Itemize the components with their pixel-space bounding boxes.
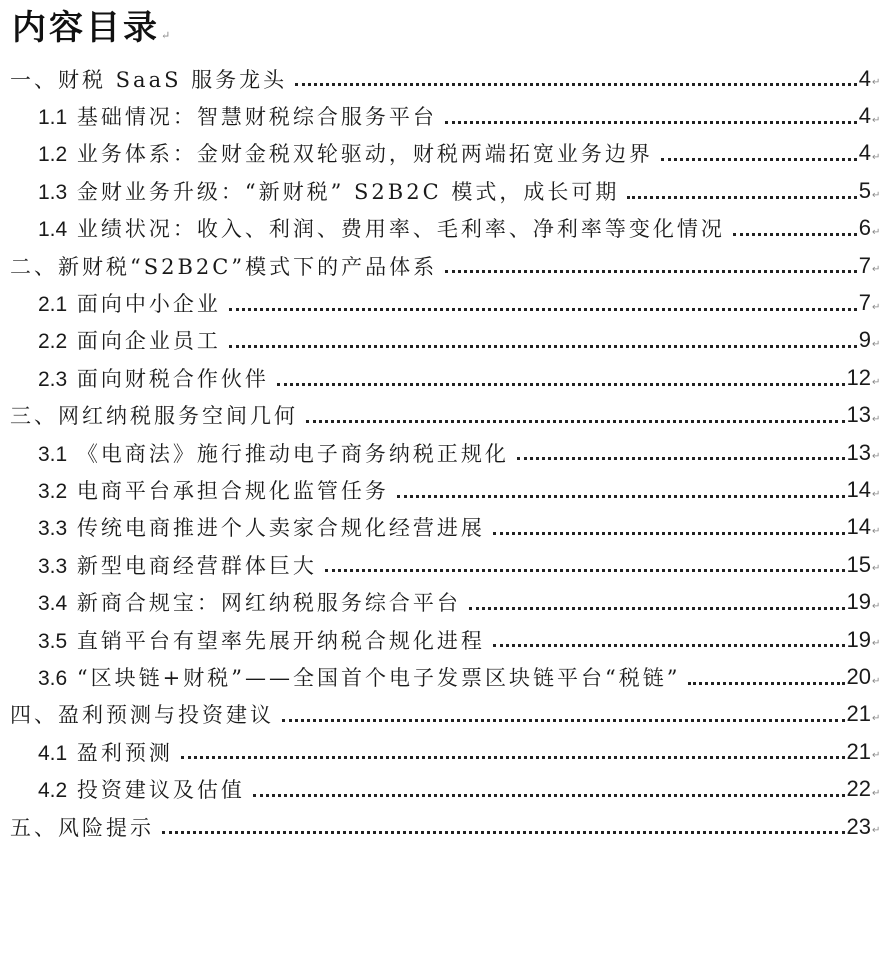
- paragraph-mark-icon: ↵: [872, 226, 881, 238]
- dot-leader: [277, 382, 845, 386]
- toc-title: [12, 6, 170, 58]
- toc-entry-prefix: 4.1: [38, 741, 68, 765]
- toc-entry-prefix: 二、: [10, 254, 58, 279]
- toc-entry-page: 9: [858, 327, 871, 353]
- paragraph-mark-icon: ↵: [872, 825, 881, 837]
- toc-entry-1-4[interactable]: [0, 210, 894, 247]
- dot-leader: [181, 755, 845, 759]
- toc-entry-page: 15: [846, 551, 871, 577]
- dot-leader: [688, 681, 844, 685]
- toc-entry-4-2[interactable]: [0, 770, 894, 807]
- toc-entry-3[interactable]: [0, 397, 894, 434]
- dot-leader: [397, 494, 845, 498]
- toc-entry-prefix: 四、: [10, 703, 58, 728]
- toc-entry-page: 12: [846, 364, 871, 390]
- paragraph-mark-icon: ↵: [872, 152, 881, 164]
- dot-leader: [306, 419, 845, 423]
- toc-entry-prefix: 3.1: [38, 442, 68, 466]
- toc-entry-2-3[interactable]: [0, 359, 894, 396]
- toc-entry-page: 7: [858, 290, 871, 316]
- toc-entry-page: 13: [846, 402, 871, 428]
- toc-entry-page: 14: [846, 514, 871, 540]
- toc-entry-prefix: 1.2: [38, 143, 68, 167]
- dot-leader: [493, 531, 845, 535]
- dot-leader: [661, 157, 857, 161]
- toc-entry-text: “区块链+财税”——全国首个电子发票区块链平台“税链”: [76, 665, 681, 690]
- paragraph-mark-icon: ↵: [872, 563, 881, 575]
- toc-entry-2-1[interactable]: [0, 284, 894, 321]
- toc-entry-text: 直销平台有望率先展开纳税合规化进程: [76, 628, 485, 653]
- toc-entry-text: 网红纳税服务空间几何: [58, 404, 298, 429]
- paragraph-mark-icon: ↵: [872, 339, 881, 351]
- toc-entry-prefix: 2.1: [38, 293, 68, 317]
- toc-entry-text: 盈利预测: [76, 740, 173, 765]
- toc-entry-prefix: 3.6: [38, 666, 68, 690]
- toc-entry-text: 风险提示: [58, 815, 154, 840]
- toc-entry-text: 传统电商推进个人卖家合规化经营进展: [76, 516, 485, 541]
- toc-entry-page: 22: [846, 776, 871, 802]
- toc-entry-3-3a[interactable]: [0, 509, 894, 546]
- toc-entry-text: 业务体系：金财金税双轮驱动，财税两端拓宽业务边界: [76, 142, 653, 167]
- paragraph-mark-icon: ↵: [161, 29, 171, 42]
- toc-entry-3-3b[interactable]: [0, 546, 894, 583]
- toc-entry-page: 21: [846, 701, 871, 727]
- paragraph-mark-icon: ↵: [872, 451, 881, 463]
- toc-entry-prefix: 2.2: [38, 330, 68, 354]
- toc-entry-prefix: 3.3: [38, 517, 68, 541]
- toc-entry-1-1[interactable]: [0, 97, 894, 134]
- toc-entry-4[interactable]: [0, 696, 894, 733]
- toc-entry-text: 面向财税合作伙伴: [76, 366, 269, 391]
- dot-leader: [162, 830, 845, 834]
- dot-leader: [253, 793, 845, 797]
- toc-entry-page: 14: [846, 476, 871, 502]
- paragraph-mark-icon: ↵: [872, 114, 881, 126]
- paragraph-mark-icon: ↵: [872, 600, 881, 612]
- toc-entry-1[interactable]: [0, 60, 894, 97]
- toc-entry-text: 盈利预测与投资建议: [58, 703, 274, 728]
- toc-entry-text: 新财税“S2B2C”模式下的产品体系: [58, 254, 438, 279]
- toc-entry-3-4[interactable]: [0, 583, 894, 620]
- toc-entry-text: 投资建议及估值: [76, 778, 245, 803]
- paragraph-mark-icon: ↵: [872, 301, 881, 313]
- toc-entry-text: 《电商法》施行推动电子商务纳税正规化: [76, 441, 509, 466]
- toc-entry-prefix: 3.3: [38, 554, 68, 578]
- dot-leader: [325, 568, 845, 572]
- dot-leader: [282, 718, 845, 722]
- toc-entry-prefix: 1.1: [38, 106, 68, 130]
- paragraph-mark-icon: ↵: [872, 77, 881, 89]
- toc-entry-prefix: 五、: [10, 815, 58, 840]
- toc-entry-text: 业绩状况：收入、利润、费用率、毛利率、净利率等变化情况: [76, 217, 725, 242]
- toc-entry-4-1[interactable]: [0, 733, 894, 770]
- dot-leader: [627, 195, 856, 199]
- toc-entry-prefix: 1.3: [38, 180, 68, 204]
- table-of-contents: [0, 60, 894, 845]
- toc-entry-5[interactable]: [0, 808, 894, 845]
- paragraph-mark-icon: ↵: [872, 787, 881, 799]
- toc-entry-3-1[interactable]: [0, 434, 894, 471]
- toc-title-text: 内容目录: [12, 8, 160, 48]
- toc-entry-prefix: 1.4: [38, 218, 68, 242]
- toc-entry-text: 财税 SaaS 服务龙头: [58, 67, 288, 92]
- dot-leader: [295, 82, 857, 86]
- toc-entry-prefix: 一、: [10, 67, 58, 92]
- toc-entry-page: 4: [858, 140, 871, 166]
- paragraph-mark-icon: ↵: [872, 376, 881, 388]
- toc-entry-page: 4: [858, 65, 871, 91]
- dot-leader: [733, 232, 857, 236]
- toc-entry-text: 新型电商经营群体巨大: [76, 553, 317, 578]
- toc-entry-page: 4: [858, 103, 871, 129]
- toc-entry-3-6[interactable]: [0, 658, 894, 695]
- toc-entry-prefix: 2.3: [38, 367, 68, 391]
- toc-entry-1-2[interactable]: [0, 135, 894, 172]
- toc-entry-text: 面向企业员工: [76, 329, 221, 354]
- toc-entry-page: 21: [846, 738, 871, 764]
- dot-leader: [445, 120, 857, 124]
- paragraph-mark-icon: ↵: [872, 413, 881, 425]
- paragraph-mark-icon: ↵: [872, 675, 881, 687]
- dot-leader: [445, 269, 857, 273]
- toc-entry-text: 面向中小企业: [76, 292, 221, 317]
- paragraph-mark-icon: ↵: [872, 488, 881, 500]
- toc-entry-text: 新商合规宝：网红纳税服务综合平台: [76, 591, 461, 616]
- dot-leader: [229, 307, 857, 311]
- toc-entry-page: 20: [846, 663, 871, 689]
- dot-leader: [493, 643, 845, 647]
- paragraph-mark-icon: ↵: [872, 264, 881, 276]
- dot-leader: [469, 606, 845, 610]
- toc-entry-page: 7: [858, 252, 871, 278]
- toc-entry-2[interactable]: [0, 247, 894, 284]
- dot-leader: [517, 456, 845, 460]
- paragraph-mark-icon: ↵: [872, 713, 881, 725]
- toc-entry-2-2[interactable]: [0, 322, 894, 359]
- toc-entry-text: 基础情况：智慧财税综合服务平台: [76, 105, 437, 130]
- toc-entry-page: 19: [846, 626, 871, 652]
- toc-entry-prefix: 3.4: [38, 592, 68, 616]
- toc-entry-text: 金财业务升级：“新财税” S2B2C 模式，成长可期: [76, 179, 620, 204]
- toc-entry-page: 19: [846, 589, 871, 615]
- toc-entry-prefix: 3.2: [38, 479, 68, 503]
- toc-entry-page: 6: [858, 215, 871, 241]
- paragraph-mark-icon: ↵: [872, 526, 881, 538]
- toc-entry-3-2[interactable]: [0, 471, 894, 508]
- toc-entry-page: 23: [846, 813, 871, 839]
- toc-entry-prefix: 三、: [10, 404, 58, 429]
- dot-leader: [229, 344, 857, 348]
- toc-entry-prefix: 4.2: [38, 779, 68, 803]
- toc-entry-1-3[interactable]: [0, 172, 894, 209]
- toc-entry-page: 13: [846, 439, 871, 465]
- toc-entry-text: 电商平台承担合规化监管任务: [76, 478, 389, 503]
- toc-entry-prefix: 3.5: [38, 629, 68, 653]
- paragraph-mark-icon: ↵: [872, 750, 881, 762]
- paragraph-mark-icon: ↵: [872, 638, 881, 650]
- toc-entry-3-5[interactable]: [0, 621, 894, 658]
- paragraph-mark-icon: ↵: [872, 189, 881, 201]
- toc-entry-page: 5: [858, 177, 871, 203]
